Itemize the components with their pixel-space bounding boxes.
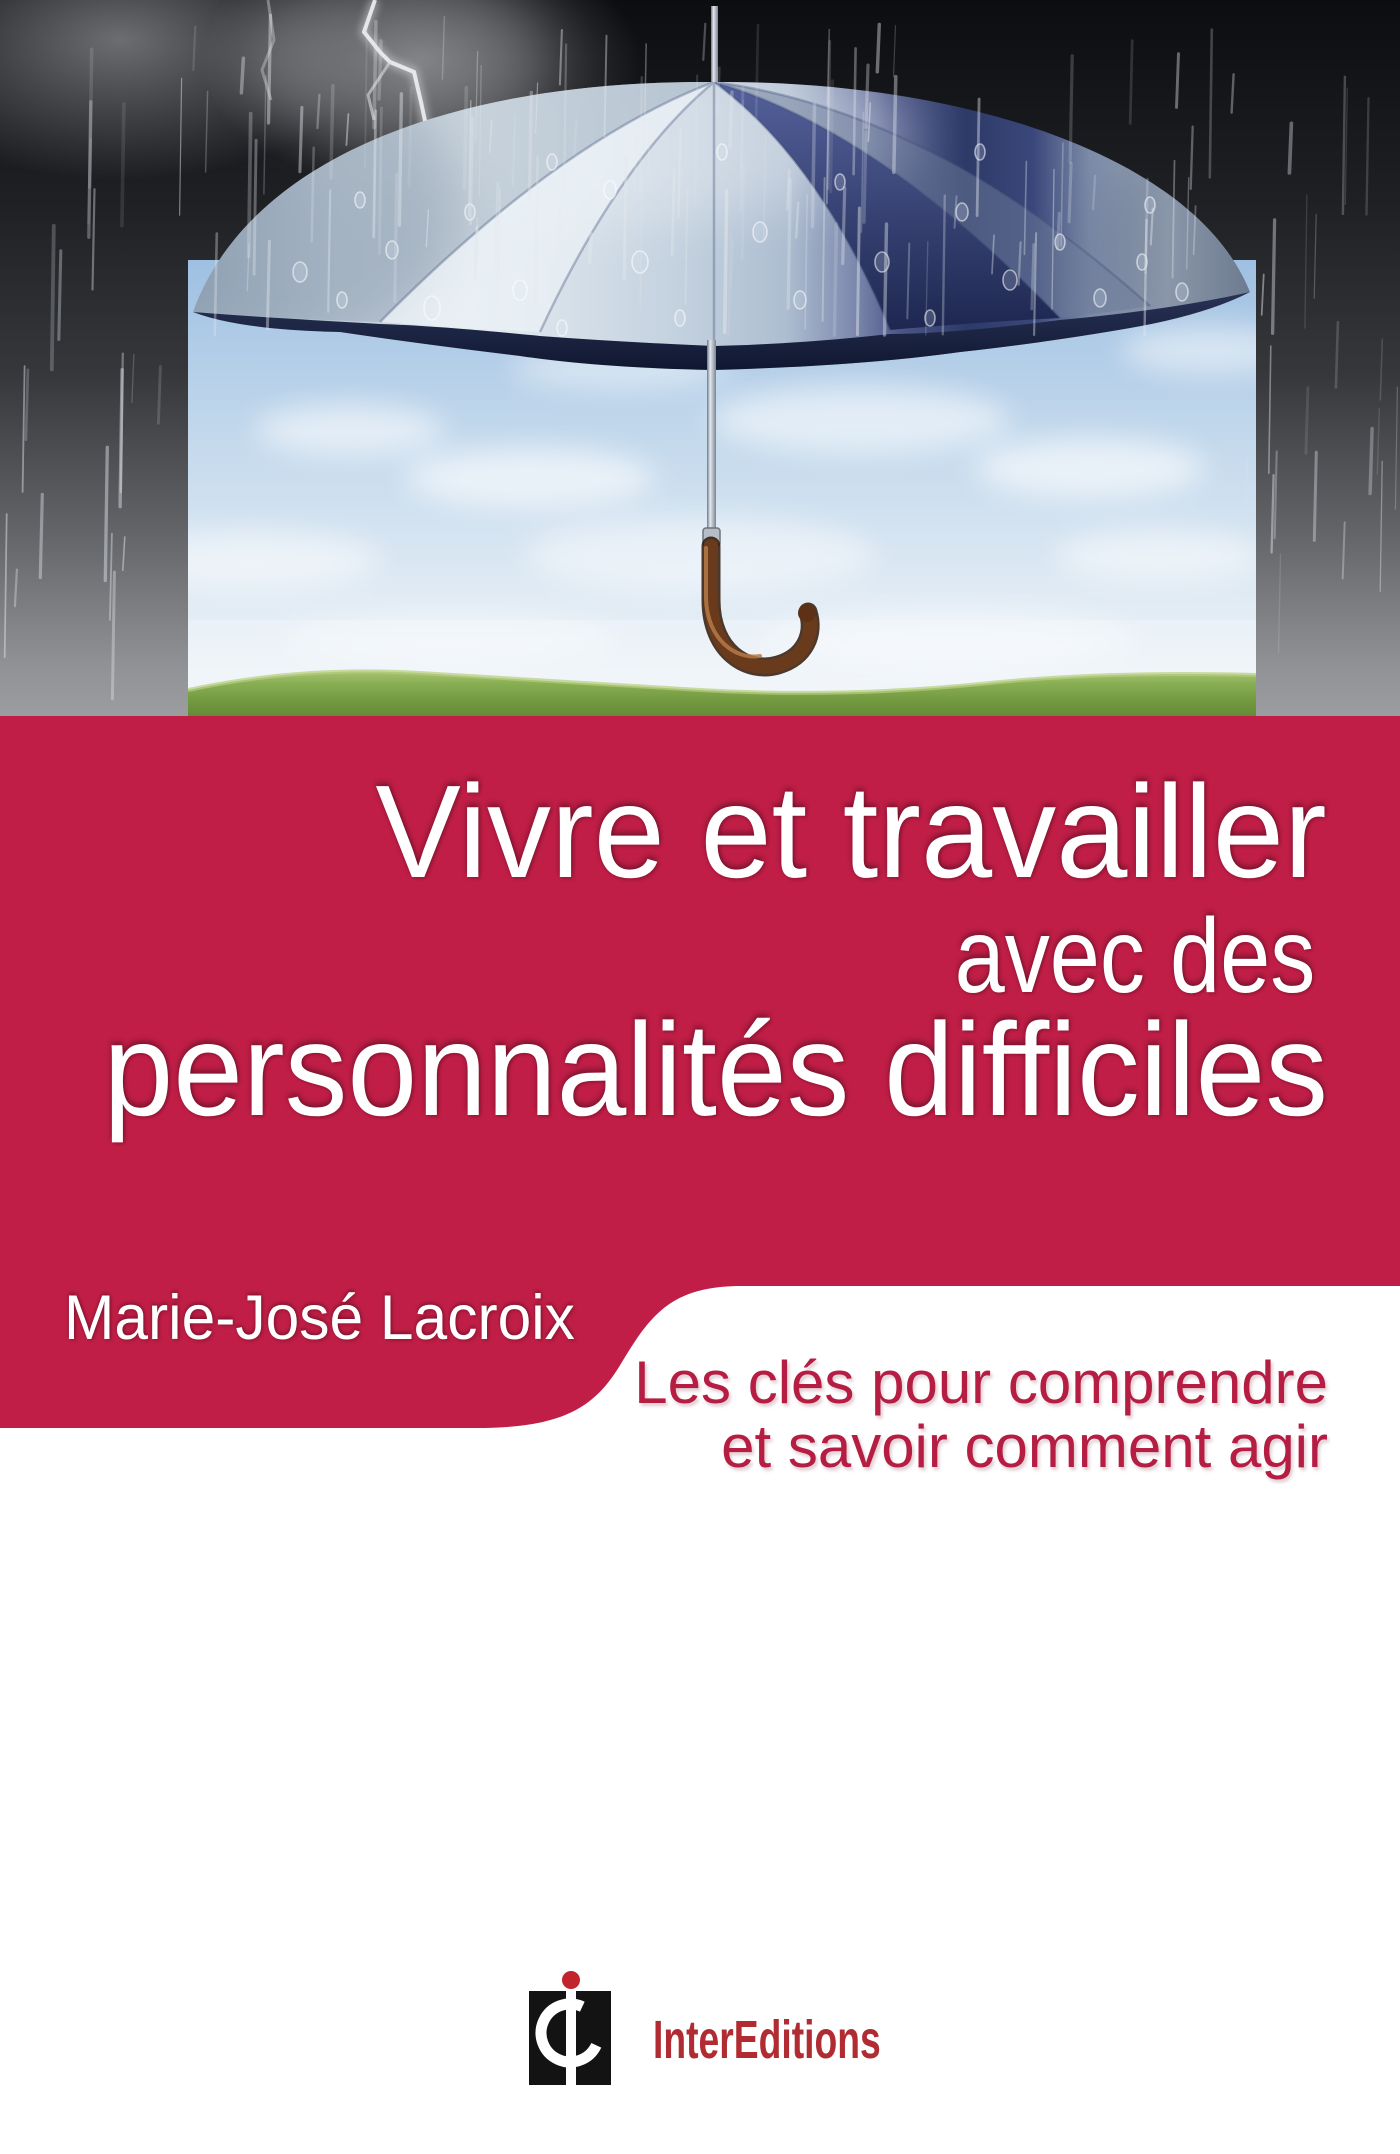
subtitle-line-2: et savoir comment agir (721, 1413, 1328, 1480)
publisher-wordmark: InterEditions (653, 2010, 881, 2070)
umbrella-shaft (707, 340, 716, 535)
subtitle-line-1: Les clés pour comprendre (634, 1349, 1328, 1416)
subtitle (634, 1351, 1328, 1479)
logo-dot (562, 1971, 580, 1989)
publisher-wordmark-box (653, 2010, 881, 2070)
storm-photo-illustration (0, 0, 1400, 717)
umbrella-tip (711, 6, 718, 88)
publisher-logo-icon (525, 1969, 625, 2093)
publisher-logo (0, 1969, 1400, 2093)
title-line-3: personnalités difficiles (103, 996, 1328, 1143)
title-line-2: avec des (954, 897, 1315, 1015)
author-name: Marie-José Lacroix (64, 1283, 575, 1353)
title-line-1: Vivre et travailler (375, 758, 1327, 905)
